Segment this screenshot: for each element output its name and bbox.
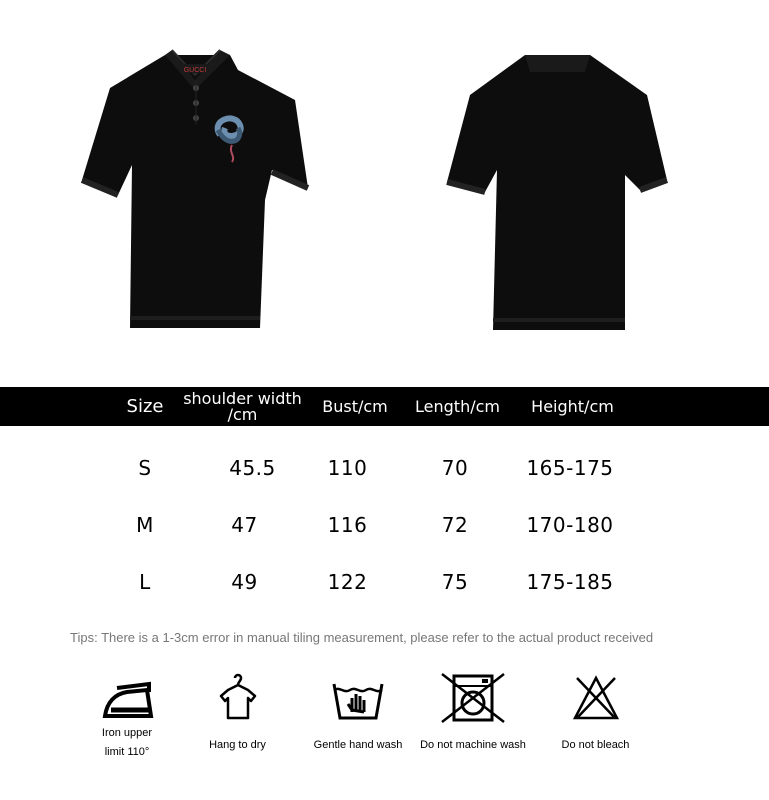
cell-shoulder: 45.5	[229, 456, 276, 480]
cell-size: S	[138, 456, 152, 480]
care-item-no-machine-wash	[414, 672, 532, 755]
cell-size: M	[136, 513, 154, 537]
care-item-iron	[92, 672, 162, 762]
hanger-icon	[218, 672, 258, 724]
cell-height: 165-175	[526, 456, 614, 480]
care-label: Do not bleach	[561, 739, 630, 751]
care-label: Hang to dry	[209, 739, 266, 751]
polo-shirt-back-image	[435, 0, 680, 345]
cell-length: 70	[441, 456, 469, 480]
cell-height: 170-180	[526, 513, 614, 537]
polo-shirt-front-image	[70, 0, 320, 345]
cell-shoulder: 47	[231, 513, 258, 537]
cell-bust: 122	[327, 570, 368, 594]
no-bleach-icon	[571, 672, 621, 724]
header-shoulder-width: shoulder width /cm	[183, 388, 302, 424]
care-label: Gentle hand wash	[313, 739, 403, 751]
cell-length: 72	[441, 513, 469, 537]
iron-icon	[97, 672, 157, 724]
table-row	[0, 562, 769, 602]
care-label: Iron upper limit 110°	[101, 727, 153, 758]
header-size: Size	[126, 395, 164, 417]
hand-wash-icon	[330, 672, 386, 724]
measurement-tip: Tips: There is a 1-3cm error in manual tiling measurement, please refer to the actual product received	[70, 630, 654, 645]
care-item-hang-dry	[200, 672, 275, 755]
cell-height: 175-185	[526, 570, 614, 594]
cell-length: 75	[441, 570, 469, 594]
cell-bust: 116	[327, 513, 368, 537]
collar-tag-text: GUCCI	[183, 67, 207, 74]
table-row	[0, 448, 769, 488]
cell-bust: 110	[327, 456, 368, 480]
cell-shoulder: 49	[231, 570, 258, 594]
care-item-no-bleach	[553, 672, 638, 755]
header-length: Length/cm	[415, 396, 500, 416]
care-label: Do not machine wash	[420, 739, 526, 751]
table-row	[0, 505, 769, 545]
cell-size: L	[139, 570, 151, 594]
header-bust: Bust/cm	[322, 396, 388, 416]
care-item-hand-wash	[308, 672, 408, 755]
header-height: Height/cm	[531, 396, 614, 416]
size-table-header	[0, 387, 769, 426]
no-machine-wash-icon	[440, 672, 506, 724]
